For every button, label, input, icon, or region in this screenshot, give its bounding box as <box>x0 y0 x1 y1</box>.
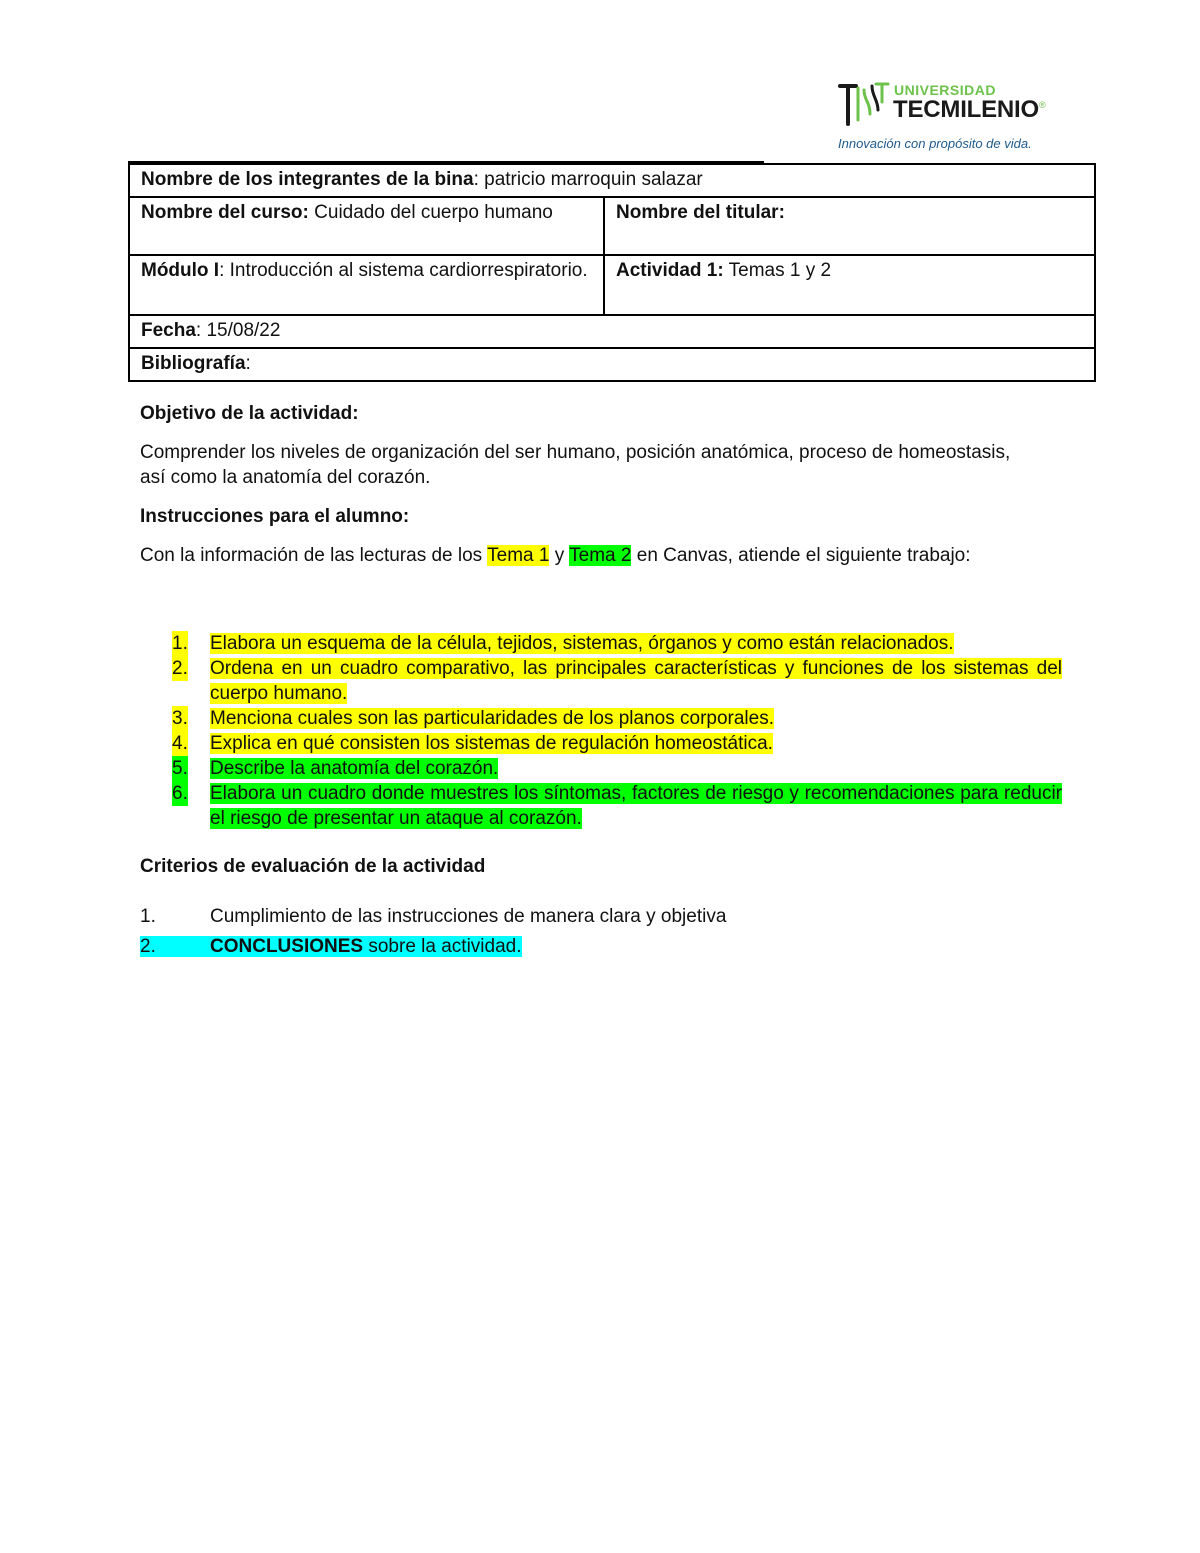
task-text: Elabora un cuadro donde muestres los síntomas, factores de riesgo y recomendaciones para reducir el riesgo de presentar un ataque al corazón. <box>210 783 1062 829</box>
objective-text: Comprender los niveles de organización del ser humano, posición anatómica, proceso de homeostasis, así como la anatomía del corazón. <box>140 442 1011 488</box>
task-text: Menciona cuales son las particularidades de los planos corporales. <box>210 708 774 729</box>
task-number: 3. <box>172 708 188 729</box>
tecmilenio-emblem-icon <box>836 80 892 130</box>
logo-line-tecmilenio: TECMILENIO® <box>893 96 1046 123</box>
criteria-item <box>140 904 726 929</box>
activity-cell <box>604 255 1095 315</box>
bibliography-cell <box>129 348 1095 381</box>
table-row <box>129 197 1095 255</box>
objective-heading: Objetivo de la actividad: <box>140 403 359 424</box>
task-number: 6. <box>172 783 188 804</box>
activity-value: Temas 1 y 2 <box>723 260 832 281</box>
criteria-text: Cumplimiento de las instrucciones de manera clara y objetiva <box>210 906 727 927</box>
list-item <box>140 731 1062 756</box>
course-name-value: Cuidado del cuerpo humano <box>308 202 553 223</box>
conclusions-bold: CONCLUSIONES <box>210 936 364 957</box>
date-value: : 15/08/22 <box>195 320 281 341</box>
registered-mark: ® <box>1039 100 1046 110</box>
list-item <box>140 756 1062 781</box>
logo-line-universidad: UNIVERSIDAD <box>894 82 996 98</box>
criteria-number: 1. <box>140 906 156 927</box>
activity-label: Actividad 1: <box>616 260 724 281</box>
instructor-name-label: Nombre del titular: <box>616 202 785 223</box>
table-row <box>129 255 1095 315</box>
task-text: Elabora un esquema de la célula, tejidos, sistemas, órganos y como están relacionados. <box>210 633 954 654</box>
instructions-intro: Con la información de las lecturas de los Tema 1 y Tema 2 en Canvas, atiende el siguiente trabajo: <box>140 545 971 566</box>
course-name-label: Nombre del curso: <box>141 202 309 223</box>
course-name-cell <box>129 197 604 255</box>
criteria-text: sobre la actividad. <box>363 936 522 957</box>
activity-info-table <box>128 163 1096 382</box>
module-value: : Introducción al sistema cardiorrespiratorio. <box>219 260 588 281</box>
table-row <box>129 348 1095 381</box>
instructor-name-cell <box>604 197 1095 255</box>
university-logo <box>836 80 1076 160</box>
criteria-heading: Criterios de evaluación de la actividad <box>140 856 486 877</box>
module-cell <box>129 255 604 315</box>
topic-1-highlight: Tema 1 <box>487 545 550 566</box>
date-cell <box>129 315 1095 348</box>
bibliography-value: : <box>245 353 251 374</box>
criteria-item <box>140 934 522 959</box>
table-row <box>129 164 1095 197</box>
module-label: Módulo I <box>141 260 220 281</box>
logo-tagline: Innovación con propósito de vida. <box>838 136 1032 151</box>
task-list <box>140 631 1062 831</box>
list-item <box>140 656 1062 706</box>
list-item <box>140 706 1062 731</box>
topic-2-highlight: Tema 2 <box>569 545 632 566</box>
list-item <box>140 631 1062 656</box>
task-number: 2. <box>172 658 188 679</box>
task-number: 5. <box>172 758 188 779</box>
list-item <box>140 781 1062 831</box>
instructions-heading: Instrucciones para el alumno: <box>140 506 410 527</box>
date-label: Fecha <box>141 320 196 341</box>
team-members-cell <box>129 164 1095 197</box>
task-number: 1. <box>172 633 188 654</box>
team-members-value: : patricio marroquin salazar <box>473 169 703 190</box>
task-text: Describe la anatomía del corazón. <box>210 758 499 779</box>
team-members-label: Nombre de los integrantes de la bina <box>141 169 474 190</box>
task-number: 4. <box>172 733 188 754</box>
bibliography-label: Bibliografía <box>141 353 246 374</box>
criteria-number: 2. <box>140 936 156 957</box>
task-text: Ordena en un cuadro comparativo, las principales características y funciones de los sistemas del cuerpo humano. <box>210 658 1062 704</box>
task-text: Explica en qué consisten los sistemas de regulación homeostática. <box>210 733 773 754</box>
table-row <box>129 315 1095 348</box>
